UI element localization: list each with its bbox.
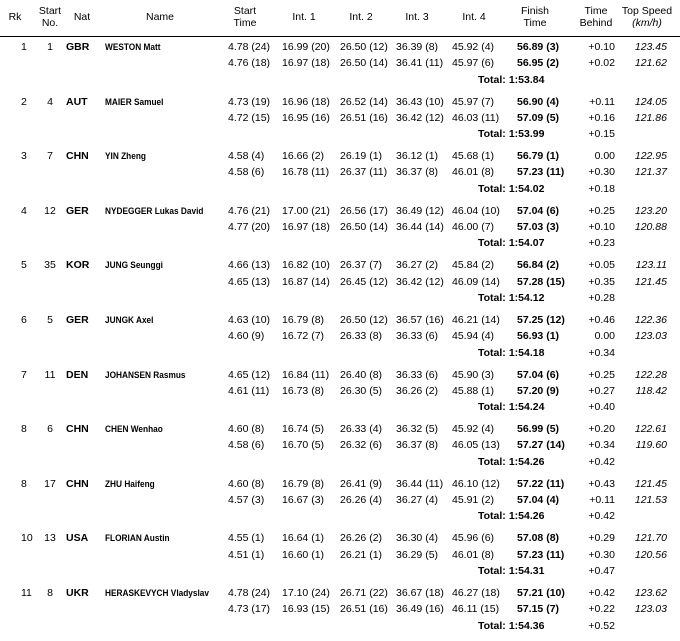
run-time-behind: +0.46 — [588, 314, 615, 326]
total-time-behind: +0.34 — [588, 346, 615, 359]
run-int3: 36.44 (11) — [396, 477, 444, 490]
run-top-speed: 120.88 — [634, 221, 667, 234]
total-time — [478, 128, 546, 141]
run-int3: 36.43 (10) — [396, 95, 444, 108]
total-time-behind: +0.28 — [588, 291, 615, 304]
nation-code: CHN — [66, 423, 89, 436]
run-start-time: 4.66 (13) — [228, 259, 271, 272]
total-time-behind: +0.18 — [588, 182, 615, 195]
run-int4: 46.27 (18) — [452, 587, 500, 599]
run-top-speed: 123.03 — [634, 603, 667, 616]
run-finish-time: 57.04 (4) — [517, 494, 560, 507]
run-int4: 45.96 (6) — [452, 532, 495, 545]
run-int4: 46.10 (12) — [452, 477, 500, 490]
run-int2: 26.37 (7) — [340, 259, 383, 272]
run-int3: 36.32 (5) — [396, 423, 439, 436]
run-int2: 26.45 (12) — [340, 275, 388, 288]
run-top-speed: 121.45 — [634, 275, 667, 288]
header-finish-time — [510, 5, 560, 29]
total-time-behind: +0.23 — [588, 237, 615, 250]
total-time — [478, 347, 546, 360]
run-int2: 26.71 (22) — [340, 587, 388, 599]
results-table-body — [0, 36, 680, 638]
total-time-behind: +0.42 — [588, 510, 615, 523]
nation-code: GER — [66, 314, 89, 326]
run-int2: 26.26 (4) — [340, 494, 383, 507]
total-label: Total: — [478, 510, 506, 523]
total-time — [478, 183, 546, 196]
total-value: 1:54.26 — [508, 510, 545, 523]
total-value: 1:54.24 — [508, 401, 545, 414]
run-top-speed: 124.05 — [634, 95, 667, 108]
run-start-time: 4.76 (21) — [228, 204, 271, 217]
run-int1: 16.82 (10) — [282, 259, 330, 272]
run-finish-time: 57.15 (7) — [517, 603, 560, 616]
run-int1: 16.67 (3) — [282, 494, 325, 507]
total-label: Total: — [478, 291, 506, 304]
run-int2: 26.51 (16) — [340, 111, 388, 124]
athlete-name: HERASKEVYCH Vladyslav — [105, 588, 210, 598]
run-int3: 36.39 (8) — [396, 41, 439, 53]
run-start-time: 4.58 (6) — [228, 439, 265, 452]
run-int4: 45.94 (4) — [452, 330, 495, 343]
start-number: 13 — [44, 532, 56, 545]
header-start-time — [220, 5, 270, 29]
run-int1: 16.87 (14) — [282, 275, 330, 288]
nation-code: UKR — [66, 587, 89, 599]
run-finish-time: 56.89 (3) — [517, 41, 560, 53]
header-nation: Nat — [73, 11, 91, 23]
nation-code: DEN — [66, 368, 89, 381]
total-label: Total: — [478, 73, 506, 86]
run-int2: 26.26 (2) — [340, 532, 383, 545]
run-top-speed: 122.61 — [634, 423, 667, 436]
run-top-speed: 123.62 — [634, 587, 667, 599]
run-top-speed: 123.20 — [634, 204, 667, 217]
run-int4: 46.00 (7) — [452, 221, 495, 234]
total-time — [478, 510, 546, 523]
run-int3: 36.41 (11) — [396, 57, 444, 70]
run-int1: 16.66 (2) — [282, 150, 325, 163]
run-top-speed: 123.45 — [634, 41, 667, 53]
rank: 11 — [21, 587, 32, 599]
header-time-behind — [574, 5, 618, 29]
run-int1: 16.95 (16) — [282, 111, 330, 124]
total-time — [478, 74, 546, 87]
run-top-speed: 120.56 — [634, 548, 667, 561]
header-start-time-line2: Time — [233, 17, 257, 29]
run-finish-time: 57.27 (14) — [517, 439, 565, 452]
run-time-behind: +0.25 — [588, 204, 615, 217]
run-finish-time: 57.09 (5) — [517, 111, 560, 124]
athlete-name: MAIER Samuel — [105, 96, 164, 107]
run-start-time: 4.57 (3) — [228, 494, 265, 507]
run-start-time: 4.51 (1) — [228, 548, 265, 561]
run-time-behind: +0.22 — [588, 603, 615, 616]
total-value: 1:54.26 — [508, 455, 545, 468]
athlete-name: JUNGK Axel — [105, 315, 154, 325]
run-int4: 45.88 (1) — [452, 384, 495, 397]
run-int1: 16.97 (18) — [282, 221, 330, 234]
run-finish-time: 57.22 (11) — [517, 477, 565, 490]
nation-code: GBR — [66, 41, 90, 53]
run-start-time: 4.60 (9) — [228, 330, 265, 343]
header-finish-time-line1: Finish — [520, 5, 549, 17]
run-int2: 26.50 (12) — [340, 41, 388, 53]
athlete-block — [0, 314, 680, 368]
run-finish-time: 57.20 (9) — [517, 384, 560, 397]
run-int1: 16.84 (11) — [282, 368, 330, 381]
run-time-behind: +0.43 — [588, 477, 615, 490]
run-finish-time: 57.25 (12) — [517, 314, 565, 326]
run-int4: 45.90 (3) — [452, 368, 495, 381]
run-int2: 26.50 (14) — [340, 57, 388, 70]
athlete-name: NYDEGGER Lukas David — [105, 205, 204, 216]
run-int4: 46.01 (8) — [452, 166, 495, 179]
run-top-speed: 123.11 — [635, 259, 667, 272]
run-int2: 26.33 (8) — [340, 330, 383, 343]
run-top-speed: 121.70 — [634, 532, 667, 545]
run-start-time: 4.58 (6) — [228, 166, 265, 179]
run-finish-time: 56.79 (1) — [517, 150, 560, 163]
run-finish-time: 56.90 (4) — [517, 95, 560, 108]
total-value: 1:53.84 — [508, 73, 545, 86]
total-time-behind: +0.40 — [588, 401, 615, 414]
run-time-behind: +0.10 — [588, 221, 615, 234]
run-start-time: 4.63 (10) — [228, 314, 271, 326]
rank: 10 — [21, 532, 33, 545]
rank: 6 — [21, 314, 27, 326]
run-time-behind: +0.11 — [589, 494, 615, 507]
header-top-speed — [616, 5, 678, 29]
header-finish-time-line2: Time — [523, 17, 547, 29]
run-int1: 16.79 (8) — [282, 477, 325, 490]
run-int3: 36.37 (8) — [396, 439, 439, 452]
run-start-time: 4.60 (8) — [228, 423, 265, 436]
run-int3: 36.67 (18) — [396, 587, 444, 599]
run-time-behind: +0.02 — [588, 57, 615, 70]
run-start-time: 4.55 (1) — [228, 532, 265, 545]
run-int2: 26.50 (12) — [340, 314, 388, 326]
run-finish-time: 56.99 (5) — [517, 423, 560, 436]
run-time-behind: +0.42 — [588, 587, 615, 599]
start-number: 35 — [44, 259, 56, 272]
run-start-time: 4.73 (19) — [228, 95, 271, 108]
header-int2: Int. 2 — [349, 11, 373, 23]
run-int2: 26.37 (11) — [340, 166, 388, 179]
run-int3: 36.30 (4) — [396, 532, 439, 545]
run-time-behind: +0.30 — [588, 548, 615, 561]
run-int3: 36.42 (12) — [396, 275, 444, 288]
run-int2: 26.52 (14) — [340, 95, 388, 108]
athlete-name: FLORIAN Austin — [105, 533, 170, 544]
start-number: 7 — [47, 150, 53, 163]
run-int1: 16.96 (18) — [282, 95, 330, 108]
total-time-behind: +0.15 — [588, 128, 615, 141]
athlete-block — [0, 587, 680, 641]
run-finish-time: 57.28 (15) — [517, 275, 565, 288]
run-time-behind: +0.27 — [588, 384, 615, 397]
rank: 4 — [21, 204, 27, 217]
run-int3: 36.49 (16) — [396, 603, 444, 616]
total-label: Total: — [478, 455, 506, 468]
run-finish-time: 57.23 (11) — [517, 166, 565, 179]
run-int2: 26.51 (16) — [340, 603, 388, 616]
athlete-block — [0, 205, 680, 259]
run-time-behind: +0.20 — [588, 423, 615, 436]
rank: 8 — [21, 423, 27, 436]
athlete-block — [0, 150, 680, 204]
run-int1: 16.73 (8) — [282, 384, 325, 397]
header-start-time-line1: Start — [233, 5, 257, 17]
run-int2: 26.33 (4) — [340, 423, 383, 436]
run-top-speed: 121.53 — [634, 494, 667, 507]
run-int3: 36.27 (4) — [396, 494, 439, 507]
nation-code: GER — [66, 204, 89, 217]
total-time-behind: +0.52 — [588, 619, 615, 632]
header-start-no-line2: No. — [41, 17, 59, 29]
run-int3: 36.33 (6) — [396, 368, 439, 381]
run-int3: 36.27 (2) — [396, 259, 439, 272]
athlete-block — [0, 369, 680, 423]
athlete-name: JOHANSEN Rasmus — [105, 369, 186, 380]
run-int1: 16.60 (1) — [282, 548, 325, 561]
run-int4: 46.01 (8) — [452, 548, 495, 561]
run-finish-time: 57.21 (10) — [517, 587, 565, 599]
header-rank: Rk — [8, 11, 22, 23]
total-value: 1:54.31 — [508, 564, 545, 577]
total-time — [478, 237, 546, 250]
run-time-behind: +0.29 — [588, 532, 615, 545]
header-top-speed-line1: Top Speed — [621, 5, 673, 17]
run-int3: 36.33 (6) — [396, 330, 439, 343]
run-time-behind: +0.35 — [588, 275, 615, 288]
athlete-name: CHEN Wenhao — [105, 424, 163, 435]
run-finish-time: 57.03 (3) — [517, 221, 560, 234]
run-int3: 36.44 (14) — [396, 221, 444, 234]
run-int3: 36.57 (16) — [396, 314, 444, 326]
run-finish-time: 57.04 (6) — [517, 368, 560, 381]
run-int4: 45.97 (6) — [452, 57, 495, 70]
nation-code: AUT — [66, 95, 88, 108]
header-start-no — [34, 5, 66, 29]
total-label: Total: — [478, 346, 506, 359]
total-time — [478, 456, 546, 469]
run-int2: 26.21 (1) — [340, 548, 383, 561]
run-time-behind: 0.00 — [594, 150, 615, 163]
run-start-time: 4.77 (20) — [228, 221, 271, 234]
run-int1: 17.10 (24) — [282, 587, 330, 599]
start-number: 5 — [47, 314, 53, 326]
total-label: Total: — [478, 619, 506, 632]
rank: 7 — [21, 368, 27, 381]
total-label: Total: — [478, 128, 506, 141]
run-int3: 36.29 (5) — [396, 548, 439, 561]
run-int2: 26.19 (1) — [340, 150, 383, 163]
run-start-time: 4.65 (12) — [228, 368, 271, 381]
run-int2: 26.56 (17) — [340, 204, 388, 217]
start-number: 1 — [47, 41, 53, 53]
total-value: 1:54.36 — [508, 619, 545, 632]
athlete-block — [0, 478, 680, 532]
run-start-time: 4.65 (13) — [228, 275, 271, 288]
run-int4: 45.68 (1) — [452, 150, 495, 163]
athlete-name: ZHU Haifeng — [105, 478, 155, 489]
run-finish-time: 56.95 (2) — [517, 57, 560, 70]
athlete-block — [0, 259, 680, 313]
run-int2: 26.50 (14) — [340, 221, 388, 234]
run-top-speed: 122.95 — [634, 150, 667, 163]
run-int4: 45.91 (2) — [452, 494, 495, 507]
run-start-time: 4.72 (15) — [228, 111, 271, 124]
run-time-behind: +0.11 — [589, 95, 615, 108]
rank: 1 — [21, 41, 27, 53]
run-int3: 36.12 (1) — [396, 150, 439, 163]
run-int4: 45.97 (7) — [452, 95, 495, 108]
run-int2: 26.41 (9) — [340, 477, 383, 490]
run-int2: 26.30 (5) — [340, 384, 383, 397]
run-top-speed: 122.28 — [634, 368, 667, 381]
total-value: 1:53.99 — [508, 128, 545, 141]
run-int4: 46.11 (15) — [452, 603, 500, 616]
run-int4: 45.92 (4) — [452, 423, 495, 436]
run-int1: 16.70 (5) — [282, 439, 325, 452]
run-time-behind: 0.00 — [594, 330, 615, 343]
run-int1: 16.93 (15) — [282, 603, 330, 616]
run-start-time: 4.61 (11) — [228, 384, 270, 397]
run-int4: 46.21 (14) — [452, 314, 500, 326]
run-int1: 17.00 (21) — [282, 204, 330, 217]
run-start-time: 4.76 (18) — [228, 57, 271, 70]
run-top-speed: 121.37 — [634, 166, 667, 179]
start-number: 11 — [44, 368, 56, 381]
run-top-speed: 123.03 — [634, 330, 667, 343]
start-number: 6 — [47, 423, 53, 436]
run-int1: 16.64 (1) — [282, 532, 325, 545]
run-int4: 45.84 (2) — [452, 259, 495, 272]
run-finish-time: 57.04 (6) — [517, 204, 560, 217]
run-time-behind: +0.30 — [588, 166, 615, 179]
run-int3: 36.49 (12) — [396, 204, 444, 217]
run-time-behind: +0.16 — [588, 111, 615, 124]
total-time — [478, 292, 546, 305]
run-finish-time: 56.84 (2) — [517, 259, 560, 272]
run-finish-time: 57.08 (8) — [517, 532, 560, 545]
run-time-behind: +0.25 — [588, 368, 615, 381]
header-time-behind-line1: Time — [584, 5, 608, 17]
athlete-block — [0, 532, 680, 586]
run-start-time: 4.78 (24) — [228, 587, 271, 599]
total-value: 1:54.12 — [508, 291, 545, 304]
run-top-speed: 121.86 — [634, 111, 667, 124]
run-top-speed: 122.36 — [634, 314, 667, 326]
rank: 3 — [21, 150, 27, 163]
rank: 5 — [21, 259, 27, 272]
run-int4: 46.09 (14) — [452, 275, 500, 288]
nation-code: KOR — [66, 259, 90, 272]
nation-code: CHN — [66, 150, 89, 163]
run-int2: 26.32 (6) — [340, 439, 383, 452]
total-time — [478, 401, 546, 414]
run-int3: 36.37 (8) — [396, 166, 439, 179]
start-number: 17 — [44, 477, 56, 490]
start-number: 12 — [44, 204, 56, 217]
rank: 2 — [21, 95, 27, 108]
total-label: Total: — [478, 401, 506, 414]
header-time-behind-line2: Behind — [579, 17, 613, 29]
run-start-time: 4.78 (24) — [228, 41, 271, 53]
total-value: 1:54.02 — [508, 182, 545, 195]
total-label: Total: — [478, 564, 506, 577]
run-top-speed: 121.45 — [634, 477, 667, 490]
run-time-behind: +0.10 — [588, 41, 615, 53]
run-int1: 16.97 (18) — [282, 57, 330, 70]
athlete-block — [0, 96, 680, 150]
total-time — [478, 565, 546, 578]
run-time-behind: +0.34 — [588, 439, 615, 452]
header-start-no-line1: Start — [38, 5, 62, 17]
nation-code: CHN — [66, 477, 89, 490]
run-int2: 26.40 (8) — [340, 368, 383, 381]
run-finish-time: 56.93 (1) — [517, 330, 560, 343]
athlete-name: JUNG Seunggi — [105, 260, 163, 271]
run-int1: 16.74 (5) — [282, 423, 325, 436]
run-int1: 16.78 (11) — [282, 166, 330, 179]
total-value: 1:54.18 — [508, 346, 545, 359]
athlete-name: WESTON Matt — [105, 42, 161, 52]
nation-code: USA — [66, 532, 89, 545]
run-start-time: 4.58 (4) — [228, 150, 265, 163]
run-int4: 46.03 (11) — [452, 111, 500, 124]
header-top-speed-line2: (km/h) — [632, 17, 662, 29]
run-finish-time: 57.23 (11) — [517, 548, 565, 561]
run-start-time: 4.60 (8) — [228, 477, 265, 490]
total-label: Total: — [478, 237, 506, 250]
run-int3: 36.42 (12) — [396, 111, 444, 124]
run-int4: 46.05 (13) — [452, 439, 500, 452]
total-value: 1:54.07 — [508, 237, 545, 250]
athlete-block — [0, 423, 680, 477]
run-top-speed: 121.62 — [634, 57, 667, 70]
run-int3: 36.26 (2) — [396, 384, 439, 397]
start-number: 8 — [47, 587, 53, 599]
run-int4: 46.04 (10) — [452, 204, 500, 217]
run-int1: 16.79 (8) — [282, 314, 325, 326]
header-int3: Int. 3 — [405, 11, 429, 23]
header-int4: Int. 4 — [462, 11, 486, 23]
start-number: 4 — [47, 95, 53, 108]
header-name: Name — [145, 11, 174, 23]
run-top-speed: 119.60 — [635, 439, 667, 452]
total-time-behind: +0.47 — [588, 564, 615, 577]
rank: 8 — [21, 477, 27, 490]
run-top-speed: 118.42 — [635, 384, 667, 397]
athlete-name: YIN Zheng — [105, 151, 146, 162]
total-time-behind: +0.42 — [588, 455, 615, 468]
run-int1: 16.99 (20) — [282, 41, 330, 53]
athlete-block — [0, 41, 680, 95]
run-int4: 45.92 (4) — [452, 41, 495, 53]
results-table-header — [0, 0, 680, 37]
total-label: Total: — [478, 182, 506, 195]
total-time — [478, 620, 546, 633]
run-time-behind: +0.05 — [588, 259, 615, 272]
run-start-time: 4.73 (17) — [228, 603, 271, 616]
run-int1: 16.72 (7) — [282, 330, 325, 343]
header-int1: Int. 1 — [292, 11, 316, 23]
